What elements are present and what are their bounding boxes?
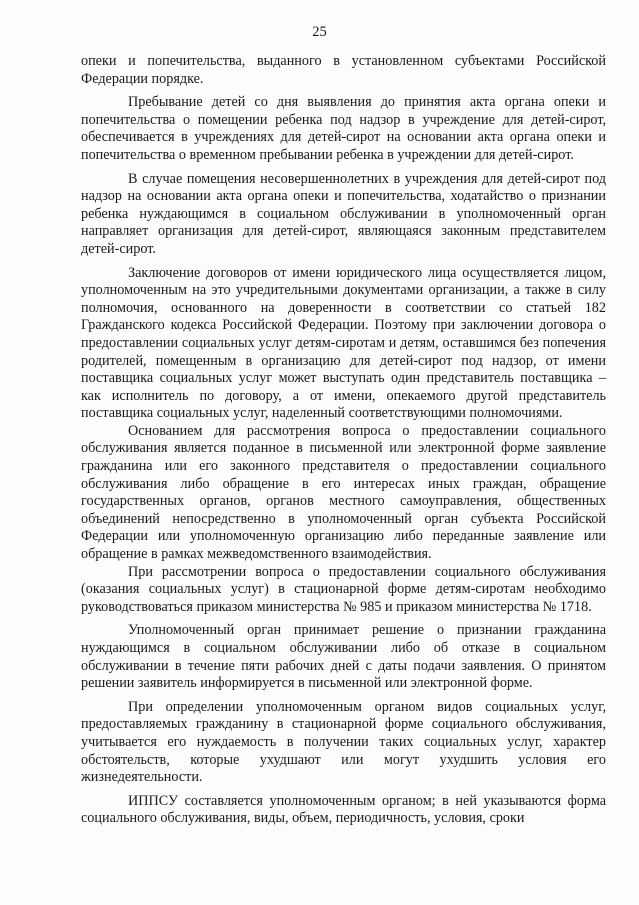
document-body	[81, 53, 606, 828]
paragraph-placement-minors: В случае помещения несовершеннолетних в учреждения для детей-сирот под надзор на основании акта органа опеки и попечительства, ходатайство о признании ребенка нуждающимся в социальном обслуживании в уполномоченный орган направляет организация для детей-сирот, являющаяся законным представителем детей-сирот.	[81, 170, 606, 257]
paragraph-service-types: При определении уполномоченным органом видов социальных услуг, предоставляемых гражданину в стационарной форме социального обслуживания, учитывается его нуждаемость в получении таких социальных услуг, характер обстоятельств, которые ухудшают или могут ухудшить условия его жизнедеятельности.	[81, 698, 606, 786]
paragraph-children-stay: Пребывание детей со дня выявления до принятия акта органа опеки и попечительства о помещении ребенка под надзор в учреждение для детей-сирот, обеспечивается в учреждениях для детей-сирот на основании акта органа опеки и попечительства о временном пребывании ребенка в учреждении для детей-сирот.	[81, 94, 606, 163]
paragraph-ippsu: ИППСУ составляется уполномоченным органом; в ней указываются форма социального обслуживания, виды, объем, периодичность, условия, сроки	[81, 792, 606, 827]
paragraph-decision: Уполномоченный орган принимает решение о признании гражданина нуждающимся в социальном обслуживании либо об отказе в социальном обслуживании в течение пяти рабочих дней с даты подачи заявления. О принятом решении заявитель информируется в письменной или электронной форме.	[81, 622, 606, 692]
page-number: 25	[312, 24, 327, 40]
paragraph-consideration: При рассмотрении вопроса о предоставлении социального обслуживания (оказания социальных услуг) в стационарной форме детям-сиротам необходимо руководствоваться приказом министерства № 985 и приказом министерства № 1718.	[81, 563, 606, 615]
paragraph-continuation: опеки и попечительства, выданного в установленном субъектами Российской Федерации порядке.	[81, 53, 606, 87]
paragraph-contracts: Заключение договоров от имени юридического лица осуществляется лицом, уполномоченным на это учредительными документами организации, а также в силу полномочия, основанного на доверенности в соответствии со статьей 182 Гражданского кодекса Российской Федерации. Поэтому при заключении договора о предоставлении социальных услуг детям-сиротам и детям, оставшимся без попечения родителей, помещенным в организацию для детей-сирот под надзор, от имени поставщика социальных услуг может выступать один представитель поставщика – как исполнитель по договору, а от имени, опекаемого другой представитель поставщика социальных услуг, наделенный соответствующими полномочиями.	[81, 264, 606, 422]
paragraph-grounds: Основанием для рассмотрения вопроса о предоставлении социального обслуживания является поданное в письменной или электронной форме заявление гражданина или его законного представителя о предоставлении социального обслуживания либо обращение в его интересах иных граждан, обращение государственных органов, органов местного самоуправления, общественных объединений непосредственно в уполномоченный орган субъекта Российской Федерации или уполномоченную организацию либо переданные заявление или обращение в рамках межведомственного взаимодействия.	[81, 422, 606, 563]
